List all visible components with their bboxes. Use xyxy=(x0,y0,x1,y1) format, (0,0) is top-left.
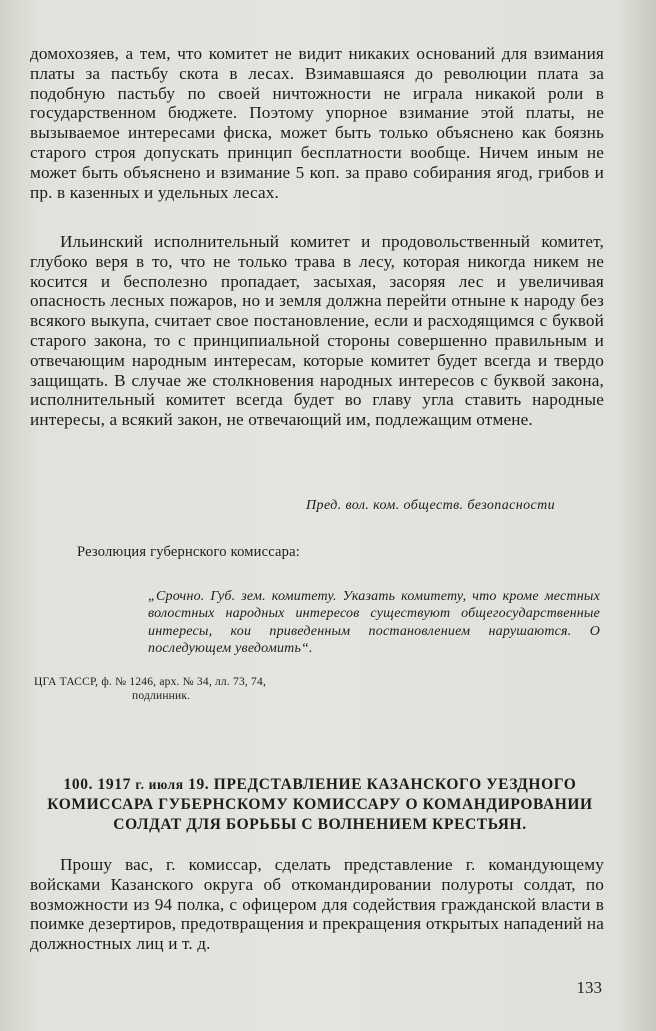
document-heading xyxy=(30,775,610,835)
archive-reference-line-1: ЦГА ТАССР, ф. № 1246, арх. № 34, лл. 73, 74, xyxy=(34,676,267,688)
paragraph-1-block xyxy=(30,44,604,202)
heading-title: ПРЕДСТАВЛЕНИЕ КАЗАНСКОГО УЕЗДНОГО КОМИССАРА ГУБЕРНСКОМУ КОМИССАРУ О КОМАНДИРОВАНИИ СОЛДАТ ДЛЯ БОРЬБЫ С ВОЛНЕНИЕМ КРЕСТЬЯН. xyxy=(47,776,593,833)
archive-reference-line-2: подлинник. xyxy=(132,690,191,702)
paragraph-3-block xyxy=(30,855,604,954)
resolution-text: „Срочно. Губ. зем. комитету. Указать комитету, что кроме местных волостных народных интересов существуют общегосударственные интересы, кои приведенным постановлением нарушаются. О последующем уведомить“. xyxy=(148,589,600,657)
paragraph-3: Прошу вас, г. комиссар, сделать представление г. командующему войсками Казанского округа об откомандировании полуроты солдат, по возможности из 94 полка, с офицером для содействия гражданской власти в поимке дезертиров, предотвращения и прекращения открытых нападений на должностных лиц и т. д. xyxy=(30,855,604,954)
page-number: 133 xyxy=(576,978,602,997)
signature: Пред. вол. ком. обществ. безопасности xyxy=(306,498,555,513)
paragraph-1: домохозяев, а тем, что комитет не видит никаких оснований для взимания платы за пастьбу скота в лесах. Взимавшаяся до революции плата за подобную пастьбу по своей ничтожности не играла никакой роли в государственном бюджете. Поэтому упорное взимание этой платы, не вызываемое интересами фиска, может быть только объяснено как боязнь старого строя допускать принцип бесплатности вообще. Ничем иным не может быть объяснено и взимание 5 коп. за право собирания ягод, грибов и пр. в казенных и удельных лесах. xyxy=(30,44,604,202)
heading-day: 19. xyxy=(188,776,210,793)
heading-number: 100. 1917 xyxy=(63,776,131,793)
paragraph-2: Ильинский исполнительный комитет и продовольственный комитет, глубоко веря в то, что не только трава в лесу, которая никогда никем не косится и бесполезно пропадает, засыхая, засоряя лес и увеличивая опасность лесных пожаров, но и земля должна перейти отныне к народу без всякого выкупа, считает свое постановление, если и расходящимся с буквой старого закона, то с принципиальной стороны совершенно правильным и отвечающим народным интересам, которые комитет будет всегда и твердо защищать. В случае же столкновения народных интересов с буквой закона, исполнительный комитет всегда будет во главу угла ставить народные интересы, а всякий закон, не отвечающий им, подлежащим отмене. xyxy=(30,232,604,430)
heading-date: г. июля xyxy=(135,777,184,792)
archive-reference xyxy=(34,675,266,703)
resolution-label: Резолюция губернского комиссара: xyxy=(77,544,300,560)
paragraph-2-block xyxy=(30,232,604,430)
